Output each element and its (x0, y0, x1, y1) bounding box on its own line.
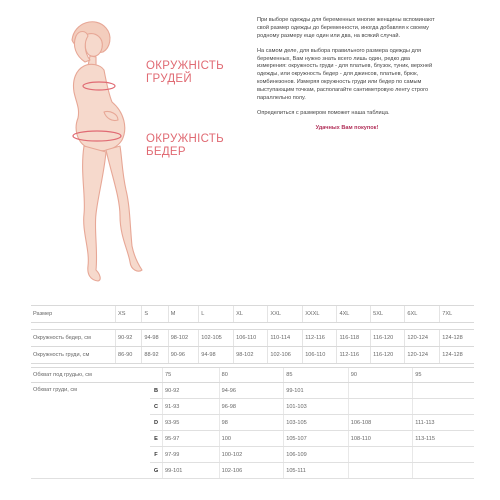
table-cell: 90-96 (168, 347, 199, 364)
cup-label: F (150, 447, 163, 463)
table-cell: 116-118 (337, 330, 371, 347)
table-cell: 124-128 (440, 330, 474, 347)
table-cell: 90-92 (116, 330, 142, 347)
table-cell: 88-92 (142, 347, 168, 364)
table-cell: 91-93 (163, 399, 220, 415)
size-header-cell: L (199, 306, 234, 323)
size-header-cell: S (142, 306, 168, 323)
size-header-row (31, 306, 474, 323)
table-cell (348, 399, 413, 415)
table-cell (348, 383, 413, 399)
table-cell: 108-110 (348, 431, 413, 447)
size-guide-text (257, 17, 437, 141)
table-cell: 103-105 (284, 415, 349, 431)
underbust-size: 80 (219, 368, 284, 383)
table-cell (348, 447, 413, 463)
underbust-size: 85 (284, 368, 349, 383)
table-cell: 105-111 (284, 463, 349, 479)
size-header-cell: XL (234, 306, 268, 323)
underbust-size: 75 (163, 368, 220, 383)
bust-label-text: Обхват груди, см (33, 387, 78, 393)
underbust-label: Обхват под грудью, см (31, 368, 150, 383)
table-spacer (31, 323, 474, 330)
hips-measure-label (146, 133, 224, 159)
table-cell: 101-103 (284, 399, 349, 415)
size-header-cell: XXL (268, 306, 303, 323)
table-cell: 120-124 (405, 330, 440, 347)
table-cell: 97-99 (163, 447, 220, 463)
cup-label: D (150, 415, 163, 431)
table-cell: 96-98 (219, 399, 284, 415)
table-cell: 113-115 (413, 431, 474, 447)
table-cell: 98 (219, 415, 284, 431)
table-cell: 98-102 (234, 347, 268, 364)
size-header-cell: XXXL (303, 306, 337, 323)
bust-label-line-1: ОКРУЖНІСТЬ (146, 60, 224, 72)
cup-header-empty (150, 368, 163, 383)
size-header-cell: 6XL (405, 306, 440, 323)
intro-paragraph: Определиться с размером поможет наша таблица. (257, 109, 390, 116)
underbust-size: 90 (348, 368, 413, 383)
table-cell: 99-101 (163, 463, 220, 479)
bust-label (31, 383, 150, 479)
table-cell: 124-128 (440, 347, 474, 364)
table-cell: 102-105 (199, 330, 234, 347)
table-cell: 94-96 (219, 383, 284, 399)
row-label: Окружность бедер, см (31, 330, 116, 347)
table-cell (413, 463, 474, 479)
table-cell: 105-107 (284, 431, 349, 447)
bra-size-table (31, 367, 474, 479)
table-cell: 106-110 (234, 330, 268, 347)
cup-label: G (150, 463, 163, 479)
table-cell: 86-90 (116, 347, 142, 364)
table-cell: 106-109 (284, 447, 349, 463)
intro-paragraph: При выборе одежды для беременных многие женщины вспоминают свой размер одежды до беременности, иногда добавляя к своему родному размеру еще один или два, на всякий случай. (257, 17, 435, 39)
underbust-size: 95 (413, 368, 474, 383)
table-cell (413, 447, 474, 463)
table-cell: 120-124 (405, 347, 440, 364)
size-header-cell: 7XL (440, 306, 474, 323)
table-cell: 116-120 (371, 347, 405, 364)
bust-row (31, 347, 474, 364)
table-cell: 112-116 (303, 330, 337, 347)
size-header-cell: 4XL (337, 306, 371, 323)
table-cell: 90-92 (163, 383, 220, 399)
table-cell: 94-98 (199, 347, 234, 364)
table-cell: 100-102 (219, 447, 284, 463)
table-cell: 102-106 (268, 347, 303, 364)
table-cell: 110-114 (268, 330, 303, 347)
table-cell (413, 383, 474, 399)
table-cell: 98-102 (168, 330, 199, 347)
row-label: Окружность груди, см (31, 347, 116, 364)
bust-label-line-2: ГРУДЕЙ (146, 73, 192, 85)
table-cell: 106-110 (303, 347, 337, 364)
size-header-cell: XS (116, 306, 142, 323)
hips-row (31, 330, 474, 347)
table-cell: 100 (219, 431, 284, 447)
table-cell: 111-113 (413, 415, 474, 431)
table-cell: 99-101 (284, 383, 349, 399)
table-cell: 112-116 (337, 347, 371, 364)
hips-label-line-2: БЕДЕР (146, 146, 186, 158)
cup-label: C (150, 399, 163, 415)
clothing-size-table (31, 305, 474, 364)
closing-note: Удачных Вам покупок! (315, 125, 379, 132)
table-cell: 106-108 (348, 415, 413, 431)
table-cell: 116-120 (371, 330, 405, 347)
bust-measure-label (146, 60, 224, 86)
underbust-header-row (31, 368, 474, 383)
size-header-cell: M (168, 306, 199, 323)
table-cell (413, 399, 474, 415)
cup-label: B (150, 383, 163, 399)
table-cell: 95-97 (163, 431, 220, 447)
table-cell: 102-106 (219, 463, 284, 479)
hips-label-line-1: ОКРУЖНІСТЬ (146, 133, 224, 145)
table-cell: 94-98 (142, 330, 168, 347)
size-header-label: Размер (31, 306, 116, 323)
intro-paragraph: На самом деле, для выбора правильного размера одежды для беременных, Вам нужно знать всего лишь один, редко два измерения: окружность груди - для платьев, блузок, туник, верхней одежды, или окружность бедер - для джинсов, платьев, брюк, комбинезонов. Измеряя окружность груди или бедер по самым выступающим точкам, располагайте сантиметровую ленту строго параллельно полу. (257, 47, 433, 101)
cup-row-b (31, 383, 474, 399)
table-cell: 93-95 (163, 415, 220, 431)
cup-label: E (150, 431, 163, 447)
table-cell (348, 463, 413, 479)
size-header-cell: 5XL (371, 306, 405, 323)
